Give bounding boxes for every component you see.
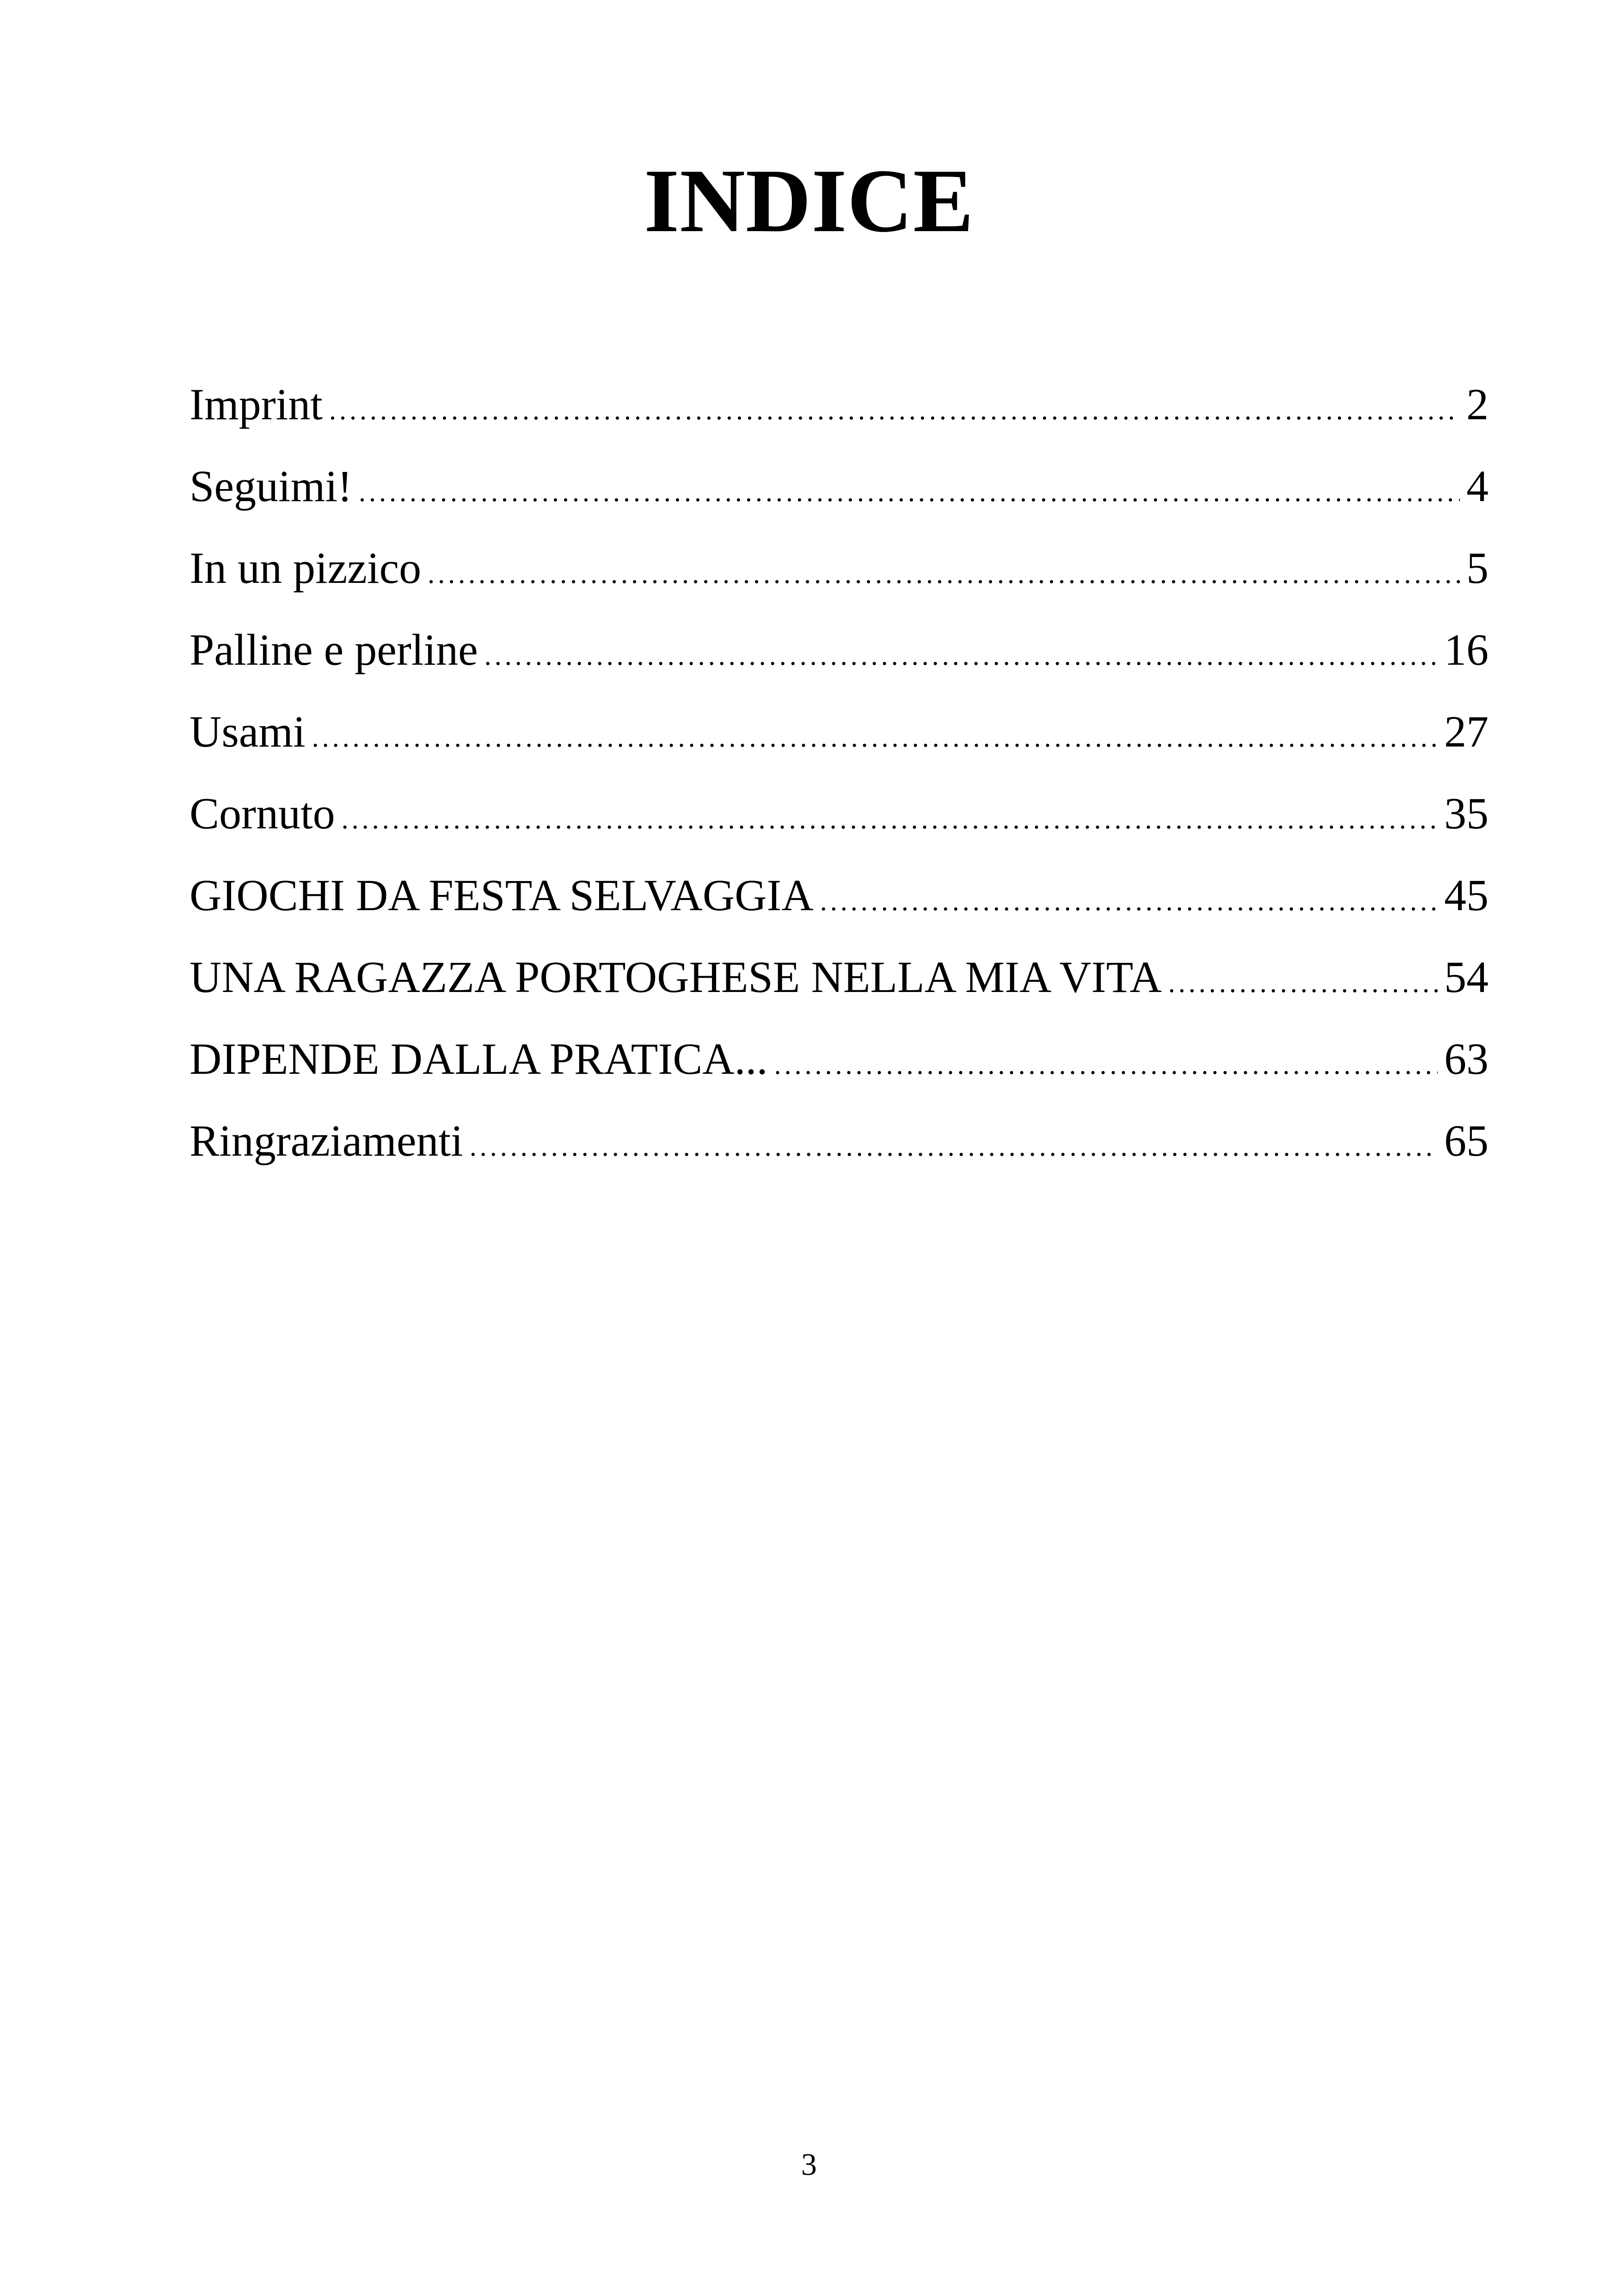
toc-dot-leader bbox=[484, 621, 1438, 690]
toc-entry-label: GIOCHI DA FESTA SELVAGGIA bbox=[190, 870, 814, 920]
toc-entry[interactable] bbox=[190, 615, 1489, 697]
toc-entry[interactable] bbox=[190, 1024, 1489, 1106]
toc-entry-label: In un pizzico bbox=[190, 543, 422, 593]
toc-entry-label: Seguimi! bbox=[190, 461, 352, 511]
toc-dot-leader bbox=[774, 1030, 1438, 1099]
toc-dot-leader bbox=[428, 539, 1460, 608]
toc-dot-leader bbox=[342, 784, 1438, 854]
toc-entry-page: 16 bbox=[1444, 625, 1489, 674]
toc-entry-page: 54 bbox=[1444, 952, 1489, 1002]
toc-entry-page: 5 bbox=[1466, 543, 1489, 593]
toc-entry[interactable] bbox=[190, 943, 1489, 1024]
toc-dot-leader bbox=[359, 457, 1460, 527]
toc-entry[interactable] bbox=[190, 452, 1489, 533]
toc-dot-leader bbox=[1168, 948, 1438, 1017]
toc-entry-label: DIPENDE DALLA PRATICA... bbox=[190, 1034, 768, 1084]
toc-dot-leader bbox=[820, 866, 1438, 936]
toc-entry-page: 27 bbox=[1444, 707, 1489, 756]
toc-entry-page: 65 bbox=[1444, 1116, 1489, 1165]
toc-entry-page: 45 bbox=[1444, 870, 1489, 920]
toc-dot-leader bbox=[470, 1112, 1438, 1181]
toc-entry-label: UNA RAGAZZA PORTOGHESE NELLA MIA VITA bbox=[190, 952, 1162, 1002]
toc-entry[interactable] bbox=[190, 1106, 1489, 1188]
toc-entry-label: Ringraziamenti bbox=[190, 1116, 463, 1165]
table-of-contents bbox=[190, 370, 1489, 1188]
toc-dot-leader bbox=[312, 703, 1438, 772]
toc-entry[interactable] bbox=[190, 533, 1489, 615]
toc-entry-page: 4 bbox=[1466, 461, 1489, 511]
toc-entry[interactable] bbox=[190, 779, 1489, 861]
toc-entry-page: 35 bbox=[1444, 789, 1489, 838]
toc-entry[interactable] bbox=[190, 861, 1489, 943]
toc-entry-label: Usami bbox=[190, 707, 306, 756]
page-number: 3 bbox=[801, 2147, 817, 2182]
toc-entry-label: Imprint bbox=[190, 380, 323, 429]
toc-entry[interactable] bbox=[190, 697, 1489, 779]
toc-entry-page: 63 bbox=[1444, 1034, 1489, 1084]
page-title: INDICE bbox=[644, 151, 974, 251]
toc-entry[interactable] bbox=[190, 370, 1489, 452]
toc-entry-label: Cornuto bbox=[190, 789, 335, 838]
toc-entry-label: Palline e perline bbox=[190, 625, 478, 674]
toc-dot-leader bbox=[329, 375, 1460, 445]
toc-entry-page: 2 bbox=[1466, 380, 1489, 429]
